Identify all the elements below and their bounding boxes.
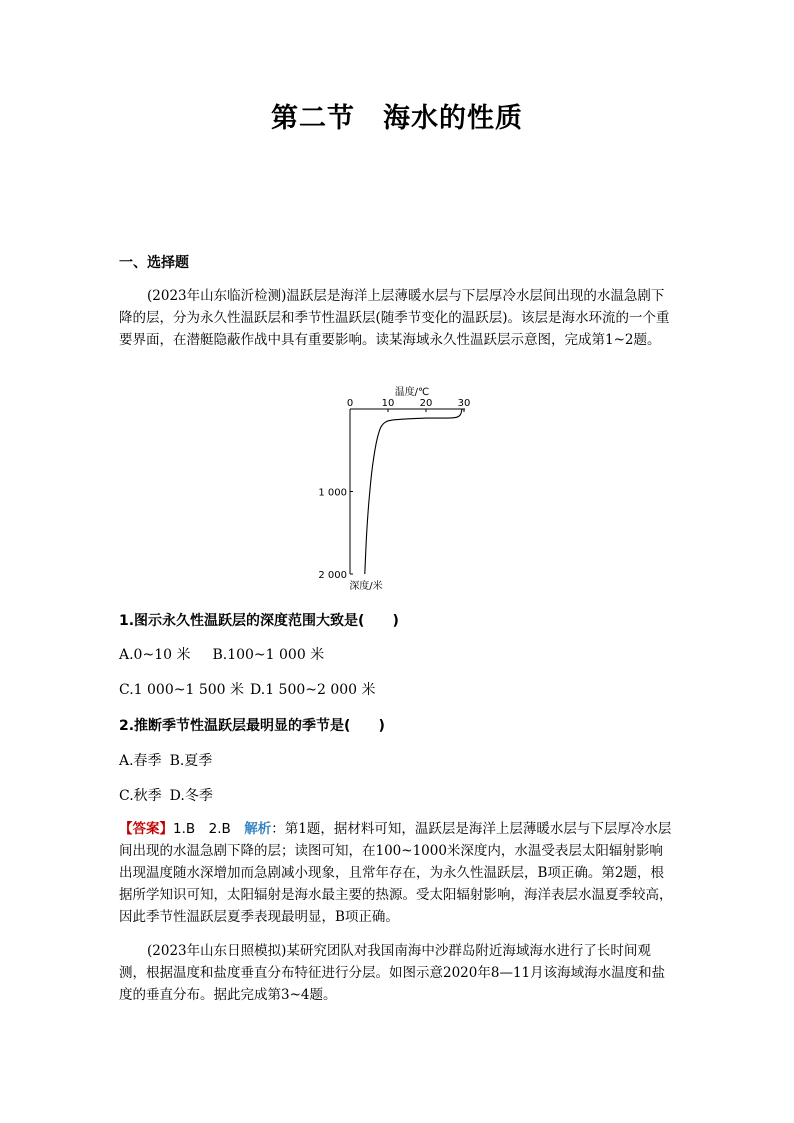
q1-option-d: D.1 500~2 000 米 bbox=[250, 682, 376, 698]
temperature-curve bbox=[365, 409, 462, 574]
explanation-label: 解析 bbox=[244, 821, 272, 837]
page-title bbox=[0, 96, 794, 135]
q1-option-a: A.0~10 米 bbox=[119, 647, 191, 663]
intro-paragraph-2 bbox=[119, 940, 675, 1006]
answer-numbers: 1.B 2.B bbox=[173, 821, 245, 837]
q1-options-row-1 bbox=[119, 644, 324, 664]
intro-paragraph-1 bbox=[119, 285, 675, 351]
answer-tag: 【答案】 bbox=[119, 821, 173, 837]
q2-option-a: A.春季 bbox=[119, 753, 162, 769]
q2-options-row-1 bbox=[119, 750, 212, 770]
q2-options-row-2 bbox=[119, 785, 213, 805]
intro-text-1: (2023年山东临沂检测)温跃层是海洋上层薄暖水层与下层厚冷水层间出现的水温急剧下降的层，分为永久性温跃层和季节性温跃层(随季节变化的温跃层)。该层是海水环流的一个重要界面，在潜艇隐蔽作战中具有重要影响。读某海域永久性温跃层示意图，完成第1~2题。 bbox=[119, 288, 670, 348]
q1-option-c: C.1 000~1 500 米 bbox=[119, 682, 245, 698]
title-part-2: 海水的性质 bbox=[383, 103, 523, 134]
temp-tick-label: 10 bbox=[381, 398, 395, 409]
question-2: 2.推断季节性温跃层最明显的季节是( ) bbox=[119, 718, 385, 734]
q2-option-d: D.冬季 bbox=[169, 788, 213, 804]
depth-tick-label: 1 000 bbox=[318, 487, 347, 499]
question-1: 1.图示永久性温跃层的深度范围大致是( ) bbox=[119, 613, 399, 629]
temp-tick-label: 20 bbox=[419, 398, 433, 409]
thermocline-chart bbox=[310, 384, 490, 596]
answer-block bbox=[119, 818, 675, 928]
intro-text-2: (2023年山东日照模拟)某研究团队对我国南海中沙群岛附近海域海水进行了长时间观测，根据温度和盐度垂直分布特征进行分层。如图示意2020年8—11月该海域海水温度和盐度的垂直分布。据此完成第3~4题。 bbox=[119, 943, 666, 1003]
section-heading: 一、选择题 bbox=[119, 255, 189, 271]
depth-tick-label: 2 000 bbox=[318, 570, 347, 581]
explanation-text: ：第1题，据材料可知，温跃层是海洋上层薄暖水层与下层厚冷水层间出现的水温急剧下降的层；读图可知，在100~1000米深度内，水温受表层太阳辐射影响出现温度随水深增加而急剧减小现象，且常年存在，为永久性温跃层，B项正确。第2题，根据所学知识可知，太阳辐射是海水最主要的热源。受太阳辐射影响，海洋表层水温夏季较高，因此季节性温跃层夏季表现最明显，B项正确。 bbox=[119, 821, 673, 925]
temp-tick-label: 0 bbox=[346, 398, 354, 409]
q2-option-b: B.夏季 bbox=[169, 753, 213, 769]
q2-option-c: C.秋季 bbox=[119, 788, 162, 804]
q1-options-row-2 bbox=[119, 679, 376, 699]
q1-option-b: B.100~1 000 米 bbox=[212, 647, 325, 663]
temp-axis-label: 温度/℃ bbox=[394, 387, 430, 398]
depth-axis-label: 深度/米 bbox=[349, 581, 383, 592]
title-part-1: 第二节 bbox=[271, 103, 355, 134]
temp-tick-label: 30 bbox=[457, 398, 471, 409]
